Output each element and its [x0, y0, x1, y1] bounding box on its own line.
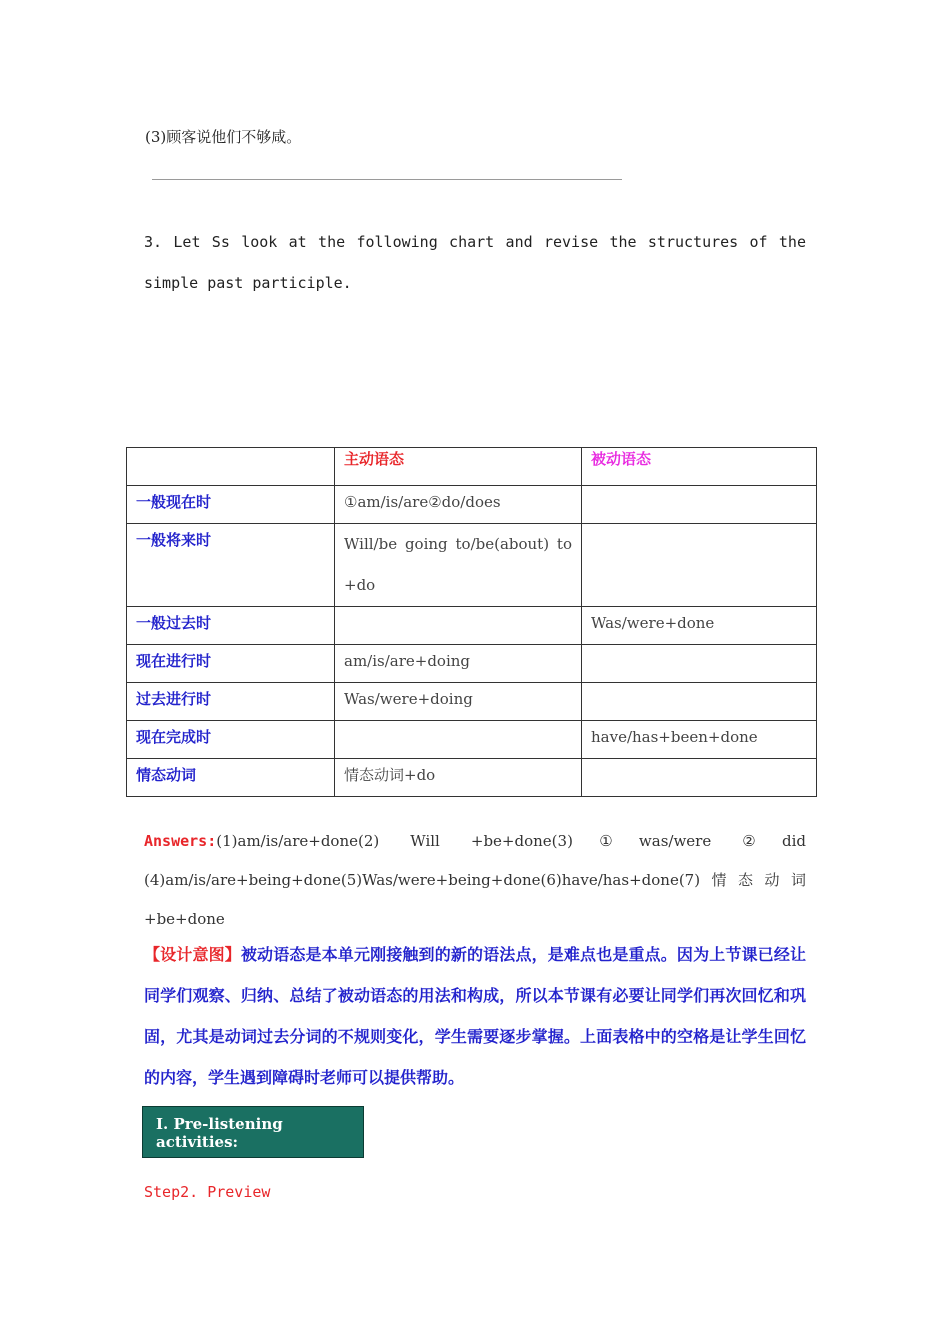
passive-cell	[582, 486, 817, 524]
header-blank-cell	[127, 448, 335, 486]
passive-cell	[582, 759, 817, 797]
answers-text: (1)am/is/are+done(2) Will +be+done(3)①was/were ②did (4)am/is/are+being+done(5)Was/were+being+done(6)have/has+done(7)情态动词+be+done	[144, 832, 806, 928]
table-header-row	[127, 448, 817, 486]
table-row	[127, 683, 817, 721]
passive-cell: have/has+been+done	[582, 721, 817, 759]
table-row	[127, 721, 817, 759]
header-active-voice: 主动语态	[335, 448, 582, 486]
design-intent-text: 被动语态是本单元刚接触到的新的语法点，是难点也是重点。因为上节课已经让同学们观察、归纳、总结了被动语态的用法和构成，所以本节课有必要让同学们再次回忆和巩固，尤其是动词过去分词的不规则变化，学生需要逐步掌握。上面表格中的空格是让学生回忆的内容，学生遇到障碍时老师可以提供帮助。	[144, 945, 806, 1087]
section-heading-box	[142, 1106, 364, 1158]
table-row	[127, 759, 817, 797]
design-intent-label: 【设计意图】	[144, 945, 241, 964]
tense-cell: 一般过去时	[127, 607, 335, 645]
design-intent-paragraph	[144, 934, 806, 1098]
table-row	[127, 524, 817, 607]
active-cell: ①am/is/are②do/does	[335, 486, 582, 524]
tense-cell: 过去进行时	[127, 683, 335, 721]
active-cell: Was/were+doing	[335, 683, 582, 721]
step2-heading: Step2. Preview	[144, 1183, 271, 1201]
exercise-item-3: (3)顾客说他们不够咸。	[145, 128, 302, 146]
tense-cell: 一般将来时	[127, 524, 335, 607]
passive-cell	[582, 645, 817, 683]
passive-cell	[582, 524, 817, 607]
tense-cell: 情态动词	[127, 759, 335, 797]
answers-paragraph	[144, 822, 806, 939]
table-row	[127, 645, 817, 683]
active-cell	[335, 607, 582, 645]
tense-cell: 一般现在时	[127, 486, 335, 524]
answer-blank-line	[152, 179, 622, 180]
tense-cell: 现在完成时	[127, 721, 335, 759]
passive-cell	[582, 683, 817, 721]
voice-tense-table	[126, 447, 817, 797]
tense-cell: 现在进行时	[127, 645, 335, 683]
table-row	[127, 486, 817, 524]
active-cell: Will/be going to/be(about) to +do	[335, 524, 582, 607]
section-heading-text: I. Pre-listening activities:	[156, 1115, 283, 1151]
passive-cell: Was/were+done	[582, 607, 817, 645]
instruction-paragraph: 3. Let Ss look at the following chart and revise the structures of the simple past participle.	[144, 233, 806, 292]
active-cell	[335, 721, 582, 759]
active-cell: 情态动词+do	[335, 759, 582, 797]
header-passive-voice: 被动语态	[582, 448, 817, 486]
active-cell: am/is/are+doing	[335, 645, 582, 683]
table-row	[127, 607, 817, 645]
answers-label: Answers:	[144, 832, 217, 850]
